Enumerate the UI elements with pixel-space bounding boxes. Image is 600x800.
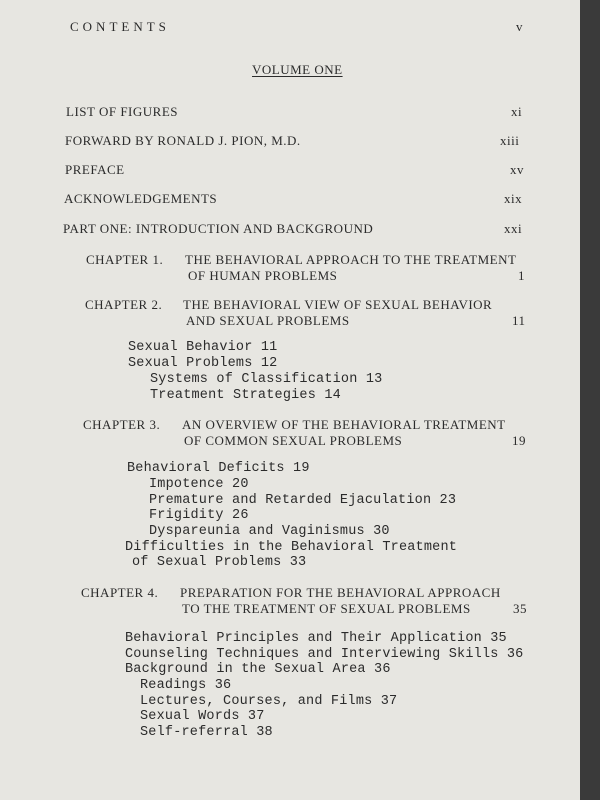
chapter-title-line: OF COMMON SEXUAL PROBLEMS bbox=[184, 433, 403, 448]
chapter-title-line: THE BEHAVIORAL APPROACH TO THE TREATMENT bbox=[185, 252, 517, 267]
chapter-number: CHAPTER 3. bbox=[83, 417, 161, 432]
chapter-page: 35 bbox=[513, 601, 527, 616]
toc-entry-label: LIST OF FIGURES bbox=[66, 104, 179, 119]
volume-title: VOLUME ONE bbox=[252, 62, 343, 77]
toc-entry-page: xi bbox=[511, 104, 523, 119]
page-edge-shadow bbox=[580, 0, 600, 800]
chapter-page: 1 bbox=[518, 268, 525, 283]
toc-entry-label: PART ONE: INTRODUCTION AND BACKGROUND bbox=[63, 221, 374, 236]
toc-entry-page: xxi bbox=[504, 221, 523, 236]
toc-entry-label: FORWARD BY RONALD J. PION, M.D. bbox=[65, 133, 301, 148]
section-entry: Premature and Retarded Ejaculation 23 bbox=[149, 493, 457, 508]
section-entry: Sexual Behavior 11 bbox=[128, 340, 278, 355]
section-entry: of Sexual Problems 33 bbox=[132, 555, 307, 570]
section-entry: Frigidity 26 bbox=[149, 508, 249, 523]
section-entry: Treatment Strategies 14 bbox=[150, 388, 341, 403]
section-entry: Readings 36 bbox=[140, 678, 232, 693]
chapter-title-line: AN OVERVIEW OF THE BEHAVIORAL TREATMENT bbox=[182, 417, 506, 432]
chapter-title-line: THE BEHAVIORAL VIEW OF SEXUAL BEHAVIOR bbox=[183, 297, 493, 312]
section-entry: Behavioral Principles and Their Application 35 bbox=[125, 631, 507, 646]
chapter-number: CHAPTER 4. bbox=[81, 585, 159, 600]
chapter-title-line: TO THE TREATMENT OF SEXUAL PROBLEMS bbox=[182, 601, 471, 616]
section-entry: Sexual Problems 12 bbox=[128, 356, 278, 371]
chapter-title-line: PREPARATION FOR THE BEHAVIORAL APPROACH bbox=[180, 585, 501, 600]
roman-page-number: v bbox=[516, 19, 523, 34]
section-entry: Counseling Techniques and Interviewing Skills 36 bbox=[125, 647, 524, 662]
section-entry: Behavioral Deficits 19 bbox=[127, 461, 310, 476]
chapter-number: CHAPTER 1. bbox=[86, 252, 164, 267]
chapter-number: CHAPTER 2. bbox=[85, 297, 163, 312]
chapter-page: 11 bbox=[512, 313, 526, 328]
section-entry: Self-referral 38 bbox=[140, 725, 273, 740]
contents-heading: CONTENTS bbox=[70, 19, 170, 34]
section-entry: Systems of Classification 13 bbox=[150, 372, 383, 387]
section-entry: Impotence 20 bbox=[149, 477, 249, 492]
chapter-title-line: OF HUMAN PROBLEMS bbox=[188, 268, 338, 283]
section-entry: Dyspareunia and Vaginismus 30 bbox=[149, 524, 390, 539]
toc-entry-label: PREFACE bbox=[65, 162, 125, 177]
toc-entry-page: xv bbox=[510, 162, 524, 177]
toc-entry-page: xiii bbox=[500, 133, 520, 148]
section-entry: Lectures, Courses, and Films 37 bbox=[140, 694, 398, 709]
chapter-title-line: AND SEXUAL PROBLEMS bbox=[186, 313, 350, 328]
section-entry: Difficulties in the Behavioral Treatment bbox=[125, 540, 458, 555]
section-entry: Sexual Words 37 bbox=[140, 709, 265, 724]
toc-entry-page: xix bbox=[504, 191, 523, 206]
toc-entry-label: ACKNOWLEDGEMENTS bbox=[64, 191, 218, 206]
chapter-page: 19 bbox=[512, 433, 526, 448]
section-entry: Background in the Sexual Area 36 bbox=[125, 662, 391, 677]
